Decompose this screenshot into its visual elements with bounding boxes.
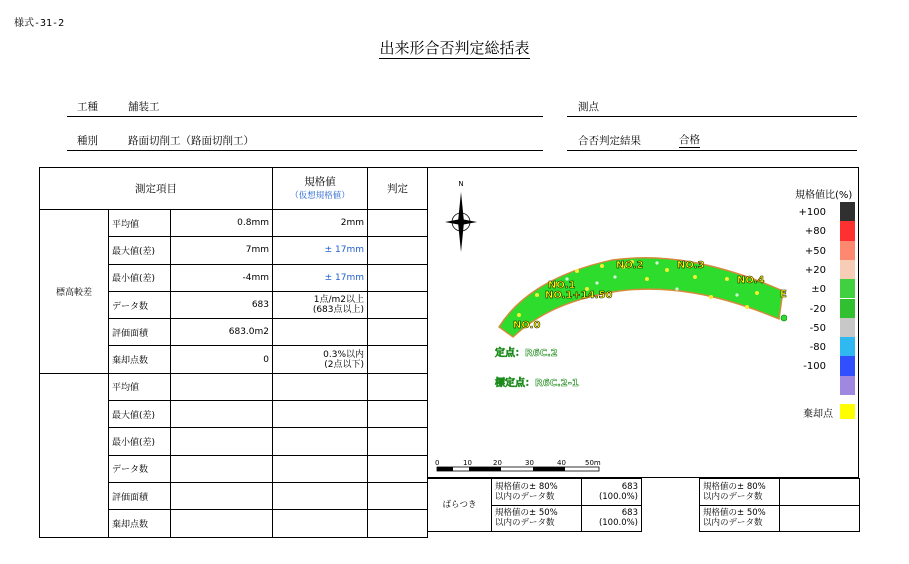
table-header-row — [40, 168, 428, 210]
legend-entry — [790, 202, 850, 221]
dispersion-desc-line1: 規格値の± 80% — [703, 481, 766, 492]
row-label: 平均値 — [109, 210, 171, 237]
row-label: 評価面積 — [109, 482, 171, 509]
row-spec-line2: (683点以上) — [312, 305, 365, 316]
compass-icon — [445, 192, 477, 252]
row-judge — [368, 319, 428, 346]
heatmap-map — [427, 167, 787, 478]
row-value: 683 — [171, 291, 273, 318]
dispersion-value — [582, 479, 642, 506]
row-label: 棄却点数 — [109, 346, 171, 373]
kouji-value: 舗装工 — [128, 101, 160, 113]
dispersion-value-line1: 683 — [621, 481, 638, 492]
row-label: 棄却点数 — [109, 510, 171, 537]
ref-point-label: 標定点：R6C.2-1 — [495, 378, 579, 389]
row-judge — [368, 346, 428, 373]
legend-entry — [790, 241, 850, 260]
row-spec-line2: (2点以下) — [324, 359, 365, 370]
row-spec: ± 17mm — [273, 237, 368, 264]
scale-bar — [435, 459, 601, 471]
row-judge — [368, 264, 428, 291]
group-label-2 — [40, 373, 109, 537]
row-judge — [368, 210, 428, 237]
row-label: データ数 — [109, 291, 171, 318]
station-label: NO.2 — [616, 260, 644, 271]
legend-entry — [790, 221, 850, 240]
legend-entry — [790, 376, 850, 395]
table-row — [428, 479, 860, 506]
row-label: 最大値(差) — [109, 401, 171, 428]
dispersion-desc — [492, 479, 582, 506]
scale-tick: 0 — [435, 459, 440, 467]
dispersion-value-line1: 683 — [621, 508, 638, 519]
row-judge — [368, 237, 428, 264]
legend-entry-label: -80 — [809, 342, 826, 354]
col-item-header: 測定項目 — [40, 168, 273, 210]
scale-tick: 20 — [493, 459, 502, 467]
scale-tick: 30 — [525, 459, 534, 467]
legend-entry-label: ±0 — [811, 284, 826, 296]
dispersion-label: ばらつき — [428, 479, 492, 532]
dispersion-desc-line1: 規格値の± 80% — [495, 481, 558, 492]
dispersion-desc-line2: 以内のデータ数 — [495, 518, 555, 529]
col-spec-header-main: 規格値 — [304, 175, 336, 188]
sokuten-underline — [567, 116, 857, 117]
row-spec: ± 17mm — [273, 264, 368, 291]
north-label: N — [458, 180, 464, 188]
dispersion-desc-line1: 規格値の± 50% — [703, 508, 766, 519]
legend-entry — [790, 260, 850, 279]
legend-entry-label: +20 — [804, 264, 826, 276]
dispersion-value — [780, 505, 860, 532]
legend-entry — [790, 299, 850, 318]
station-label: NO.1 — [548, 280, 576, 291]
row-spec-line1: 0.3%以内 — [323, 349, 365, 360]
row-label: 最小値(差) — [109, 428, 171, 455]
station-label: NO.0 — [513, 320, 541, 331]
row-label: 最大値(差) — [109, 237, 171, 264]
legend-entry — [790, 356, 850, 375]
ref-point-label: 定点：R6C.2 — [495, 348, 558, 359]
kouji-underline — [67, 116, 543, 117]
station-label: E — [780, 289, 787, 300]
row-value: 683.0m2 — [171, 319, 273, 346]
legend-entry-label: -100 — [803, 361, 826, 373]
legend-entry-swatch — [840, 337, 855, 356]
page-title — [0, 37, 909, 58]
shubetsu-label: 種別 — [77, 135, 98, 147]
dispersion-table — [427, 478, 860, 532]
row-spec — [273, 319, 368, 346]
result-underline — [567, 150, 857, 151]
legend-entry-label: -20 — [809, 303, 826, 315]
scale-tick: 10 — [463, 459, 472, 467]
row-value: 0 — [171, 346, 273, 373]
dispersion-desc-line2: 以内のデータ数 — [703, 518, 763, 529]
form-id: 様式-31-2 — [14, 18, 65, 29]
row-spec: 2mm — [273, 210, 368, 237]
legend-entry-label: +80 — [804, 226, 826, 238]
row-spec — [273, 346, 368, 373]
result-value: 合格 — [679, 134, 700, 146]
legend-entry-swatch — [840, 279, 855, 298]
row-spec — [273, 291, 368, 318]
legend-entry-swatch — [840, 318, 855, 337]
dispersion-spacer — [642, 479, 700, 506]
legend-entry — [790, 318, 850, 337]
dispersion-value — [780, 479, 860, 506]
reject-legend-swatch — [840, 404, 855, 419]
kouji-label: 工種 — [77, 101, 98, 113]
legend-title: 規格値比(%) — [795, 190, 853, 201]
row-value: 7mm — [171, 237, 273, 264]
row-spec-line1: 1点/m2以上 — [313, 295, 365, 306]
table-row — [40, 210, 428, 237]
col-judge-header: 判定 — [368, 168, 428, 210]
legend-entry-label: +50 — [804, 245, 826, 257]
legend-entry — [790, 337, 850, 356]
row-label: 平均値 — [109, 373, 171, 400]
dispersion-desc — [700, 505, 780, 532]
row-judge — [368, 291, 428, 318]
legend-entry-swatch — [840, 356, 855, 375]
legend-entry — [790, 279, 850, 298]
shubetsu-underline — [67, 150, 543, 151]
dispersion-value-line2: (100.0%) — [598, 518, 638, 529]
station-label: NO.4 — [737, 275, 765, 286]
dispersion-value-line2: (100.0%) — [598, 491, 638, 502]
row-value: -4mm — [171, 264, 273, 291]
row-label: データ数 — [109, 455, 171, 482]
table-row — [428, 505, 860, 532]
scale-tick: 50m — [585, 459, 601, 467]
dispersion-desc-line2: 以内のデータ数 — [703, 491, 763, 502]
dispersion-desc-line1: 規格値の± 50% — [495, 508, 558, 519]
col-spec-header-sub: （仮想規格値） — [290, 190, 350, 201]
measurement-table — [39, 167, 428, 538]
legend-entry-label: -50 — [809, 322, 826, 334]
scale-tick: 40 — [557, 459, 566, 467]
row-label: 最小値(差) — [109, 264, 171, 291]
col-spec-header — [273, 168, 368, 210]
table-row — [40, 373, 428, 400]
page-title-text: 出来形合否判定総括表 — [379, 39, 530, 57]
sokuten-label: 測点 — [578, 101, 599, 113]
row-label: 評価面積 — [109, 319, 171, 346]
shubetsu-value: 路面切削工（路面切削工） — [128, 135, 254, 147]
dispersion-desc-line2: 以内のデータ数 — [495, 491, 555, 502]
dispersion-value — [582, 505, 642, 532]
legend-entry-swatch — [840, 221, 855, 240]
result-label: 合否判定結果 — [578, 135, 641, 147]
reject-legend-label: 棄却点 — [803, 409, 833, 420]
dispersion-spacer — [642, 505, 700, 532]
dispersion-desc — [700, 479, 780, 506]
legend-entry-label: +100 — [798, 207, 826, 218]
station-label: NO.3 — [677, 260, 705, 271]
legend-entry-swatch — [840, 260, 855, 279]
row-value: 0.8mm — [171, 210, 273, 237]
end-marker — [781, 315, 787, 321]
legend-entry-swatch — [840, 299, 855, 318]
legend-entry-swatch — [840, 241, 855, 260]
legend-entry-swatch — [840, 202, 855, 221]
dispersion-desc — [492, 505, 582, 532]
station-label: NO.1+14.50 — [545, 290, 613, 301]
legend-entry-swatch — [840, 376, 855, 395]
group-label-elevation: 標高較差 — [40, 210, 109, 374]
